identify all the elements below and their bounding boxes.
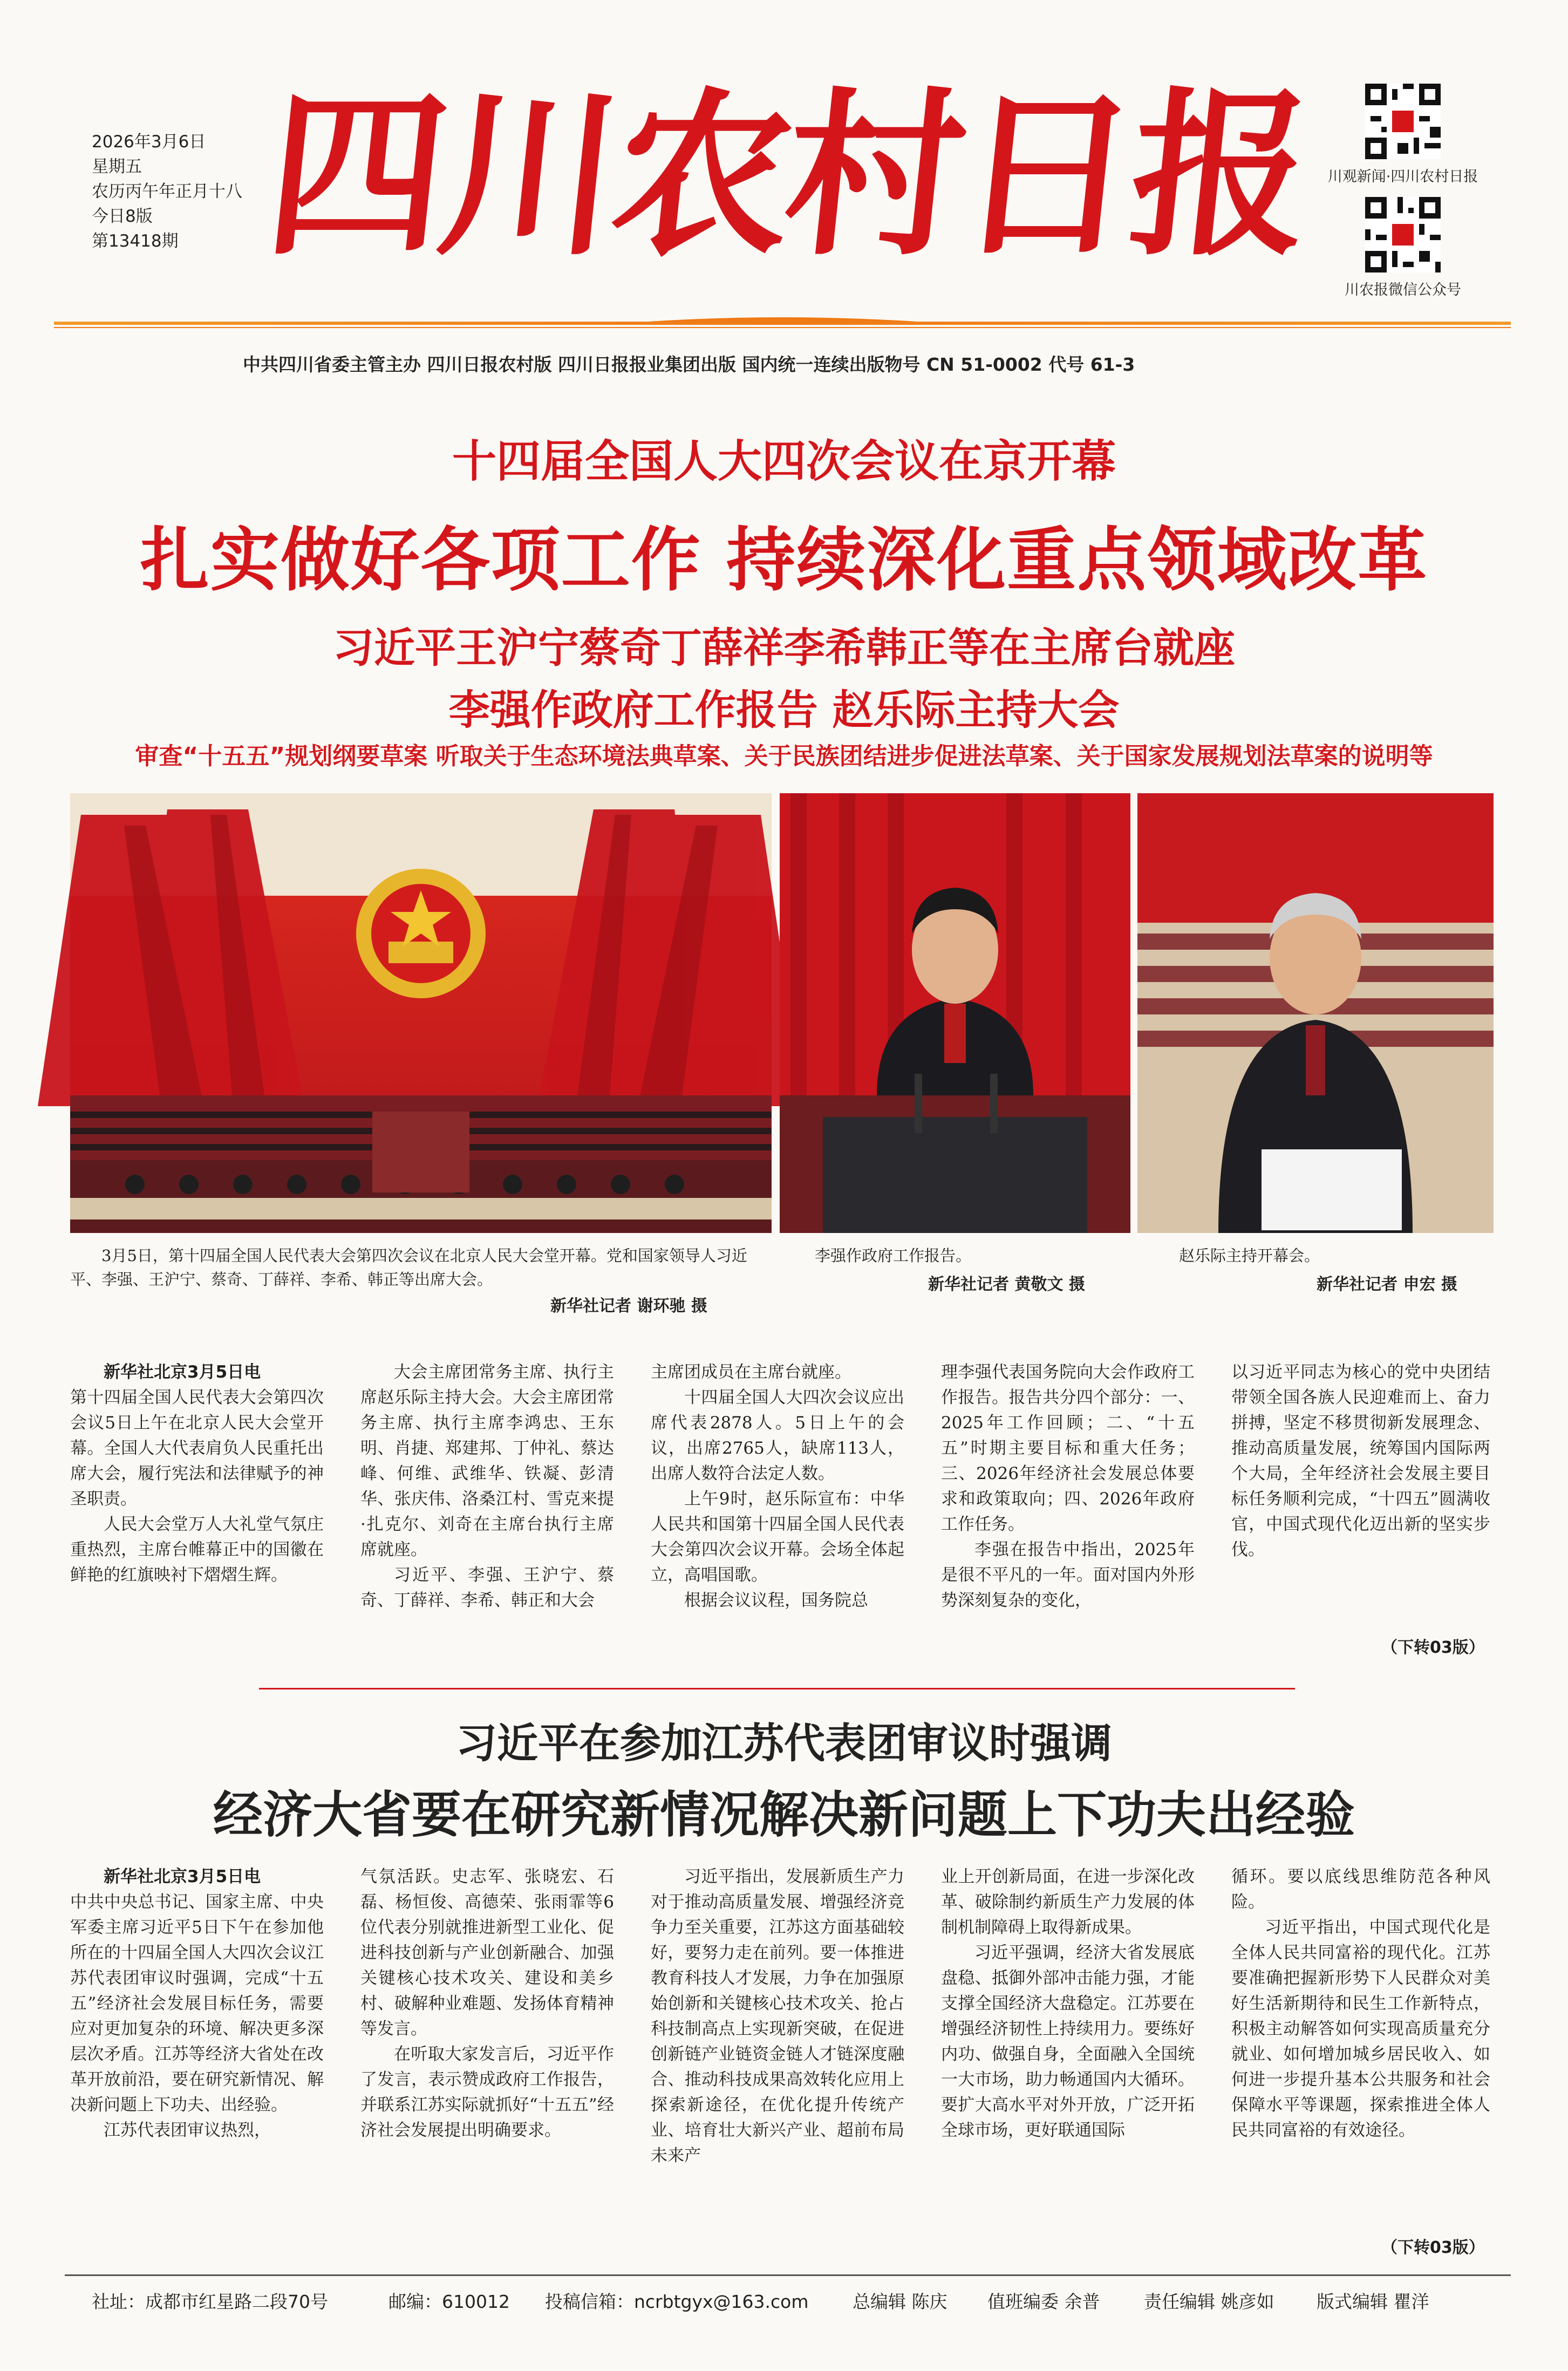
weekday: 星期五	[92, 157, 142, 176]
second-continued[interactable]: （下转03版）	[1381, 2238, 1485, 2257]
masthead-title: 四川农村日报	[257, 70, 1315, 280]
qr-caption-1: 川观新闻·四川农村日报	[1327, 168, 1478, 185]
photo2-caption: 李强作政府工作报告。	[815, 1246, 972, 1265]
publication-info-bar: 中共四川省委主管主办 四川日报农村版 四川日报报业集团出版 国内统一连续出版物号 CN 51-0002 代号 61-3	[243, 354, 1135, 375]
section-divider	[259, 1688, 1295, 1689]
photo-li-qiang	[780, 793, 1130, 1233]
date-block	[92, 130, 270, 254]
issue-number: 第13418期	[92, 231, 179, 251]
lead-subhead-2: 李强作政府工作报告 赵乐际主持大会	[448, 686, 1120, 734]
lead-headline: 扎实做好各项工作 持续深化重点领域改革	[140, 520, 1428, 601]
second-article-col-1: 新华社北京3月5日电 中共中央总书记、国家主席、中央军委主席习近平5日下午在参加他所在的十四届全国人大四次会议江苏代表团审议时强调，完成“十五五”经济社会发展目标任务，需要应对更加复杂的环境、解决更多深层次矛盾。江苏等经济大省处在改革开放前沿，要在研究新情况、解决新问题上下功夫、出经验。 江苏代表团审议热烈，	[70, 1867, 324, 2140]
footer-rule	[65, 2274, 1511, 2276]
lead-dateline: 新华社北京3月5日电	[104, 1362, 261, 1382]
photo1-caption: 3月5日，第十四届全国人民代表大会第四次会议在北京人民大会堂开幕。党和国家领导人习近平、李强、王沪宁、蔡奇、丁薛祥、李希、韩正等出席大会。	[70, 1246, 747, 1289]
qr-caption-2: 川农报微信公众号	[1345, 282, 1461, 298]
footer-editor: 责任编辑 姚彦如	[1144, 2291, 1274, 2312]
lead-article-col-4: 理李强代表国务院向大会作政府工作报告。报告共分四个部分：一、2025年工作回顾；二、“十五五”时期主要目标和重大任务；三、2026年经济社会发展总体要求和政策取向；四、2026年政府工作任务。 李强在报告中指出，2025年是很不平凡的一年。面对国内外形势深刻复杂的变化，	[941, 1362, 1195, 1610]
page-count: 今日8版	[92, 207, 153, 226]
footer-chief-editor: 总编辑 陈庆	[853, 2291, 947, 2312]
photo3-credit: 新华社记者 申宏 摄	[1317, 1275, 1457, 1294]
photo1-credit: 新华社记者 谢环驰 摄	[550, 1297, 707, 1316]
second-article-col-2: 气氛活跃。史志军、张晓宏、石磊、杨恒俊、高德荣、张雨霏等6位代表分别就推进新型工业化、促进科技创新与产业创新融合、加强关键核心技术攻关、建设和美乡村、破解种业难题、发扬体育精神等发言。 在听取大家发言后，习近平作了发言，表示赞成政府工作报告，并联系江苏实际就抓好“十五五”经济社会发展提出明确要求。	[360, 1867, 614, 2140]
masthead-rule	[54, 316, 1511, 330]
footer-email[interactable]: 投稿信箱：ncrbtgyx@163.com	[545, 2291, 809, 2312]
photo2-credit: 新华社记者 黄敬文 摄	[928, 1275, 1085, 1294]
photo-plenary-hall	[70, 793, 772, 1233]
second-kicker: 习近平在参加江苏代表团审议时强调	[456, 1719, 1112, 1767]
masthead-logo	[257, 59, 1315, 286]
footer-postcode: 邮编：610012	[388, 2291, 510, 2312]
lead-article-col-1: 新华社北京3月5日电 第十四届全国人民代表大会第四次会议5日上午在北京人民大会堂开幕。全国人大代表肩负人民重托出席大会，履行宪法和法律赋予的神圣职责。 人民大会堂万人大礼堂气氛庄重热烈，主席台帷幕正中的国徽在鲜艳的红旗映衬下熠熠生辉。	[70, 1362, 324, 1585]
footer-layout-editor: 版式编辑 瞿洋	[1317, 2291, 1429, 2312]
lunar-date: 农历丙午年正月十八	[92, 182, 242, 201]
lead-subhead-1: 习近平王沪宁蔡奇丁薛祥李希韩正等在主席台就座	[333, 624, 1235, 672]
second-article-col-4: 业上开创新局面，在进一步深化改革、破除制约新质生产力发展的体制机制障碍上取得新成果。 习近平强调，经济大省发展底盘稳、抵御外部冲击能力强，才能支撑全国经济大盘稳定。江苏要在增强经济韧性上持续用力。要练好内功、做强自身，全面融入全国统一大市场，助力畅通国内大循环。要扩大高水平对外开放，广泛开拓全球市场，更好联通国际	[941, 1867, 1195, 2140]
footer-duty-editor: 值班编委 余普	[987, 2291, 1100, 2312]
footer-address: 社址：成都市红星路二段70号	[92, 2291, 328, 2312]
qr-code-icon[interactable]	[1365, 197, 1441, 272]
lead-article-col-3: 主席团成员在主席台就座。 十四届全国人大四次会议应出席代表2878人。5日上午的会议，出席2765人，缺席113人，出席人数符合法定人数。 上午9时，赵乐际宣布：中华人民共和国第十四届全国人民代表大会第四次会议开幕。会场全体起立，高唱国歌。 根据会议议程，国务院总	[651, 1362, 904, 1610]
qr-code-icon[interactable]	[1365, 84, 1441, 159]
second-dateline: 新华社北京3月5日电	[104, 1867, 261, 1886]
second-article-col-3: 习近平指出，发展新质生产力对于推动高质量发展、增强经济竞争力至关重要，江苏这方面基础较好，要努力走在前列。要一体推进教育科技人才发展，力争在加强原始创新和关键核心技术攻关、抢占科技制高点上实现新突破，在促进创新链产业链资金链人才链深度融合、推动科技成果高效转化应用上探索新途径，在优化提升传统产业、培育壮大新兴产业、超前布局未来产	[651, 1867, 904, 2165]
lead-continued[interactable]: （下转03版）	[1381, 1638, 1485, 1657]
issue-date: 2026年3月6日	[92, 132, 206, 152]
photo3-caption: 赵乐际主持开幕会。	[1179, 1246, 1320, 1265]
lead-article-col-2: 大会主席团常务主席、执行主席赵乐际主持大会。大会主席团常务主席、执行主席李鸿忠、王东明、肖捷、郑建邦、丁仲礼、蔡达峰、何维、武维华、铁凝、彭清华、张庆伟、洛桑江村、雪克来提·扎克尔、刘奇在主席台执行主席席就座。 习近平、李强、王沪宁、蔡奇、丁薛祥、李希、韩正和大会	[360, 1362, 614, 1610]
photo-zhao-leji	[1137, 793, 1494, 1233]
second-headline: 经济大省要在研究新情况解决新问题上下功夫出经验	[213, 1786, 1355, 1844]
lead-subhead-3: 审查“十五五”规划纲要草案 听取关于生态环境法典草案、关于民族团结进步促进法草案、关于国家发展规划法草案的说明等	[135, 742, 1433, 770]
lead-article-col-5: 以习近平同志为核心的党中央团结带领全国各族人民迎难而上、奋力拼搏，坚定不移贯彻新发展理念、推动高质量发展，统筹国内国际两个大局，全年经济社会发展主要目标任务顺利完成，“十四五”圆满收官，中国式现代化迈出新的坚实步伐。	[1231, 1362, 1490, 1559]
lead-kicker: 十四届全国人大四次会议在京开幕	[452, 436, 1116, 487]
second-article-col-5: 循环。要以底线思维防范各种风险。 习近平指出，中国式现代化是全体人民共同富裕的现代化。江苏要准确把握新形势下人民群众对美好生活新期待和民生工作新特点，积极主动解答如何实现高质量充分就业、如何增加城乡居民收入、如何进一步提升基本公共服务和社会保障水平等课题，探索推进全体人民共同富裕的有效途径。	[1231, 1867, 1490, 2140]
